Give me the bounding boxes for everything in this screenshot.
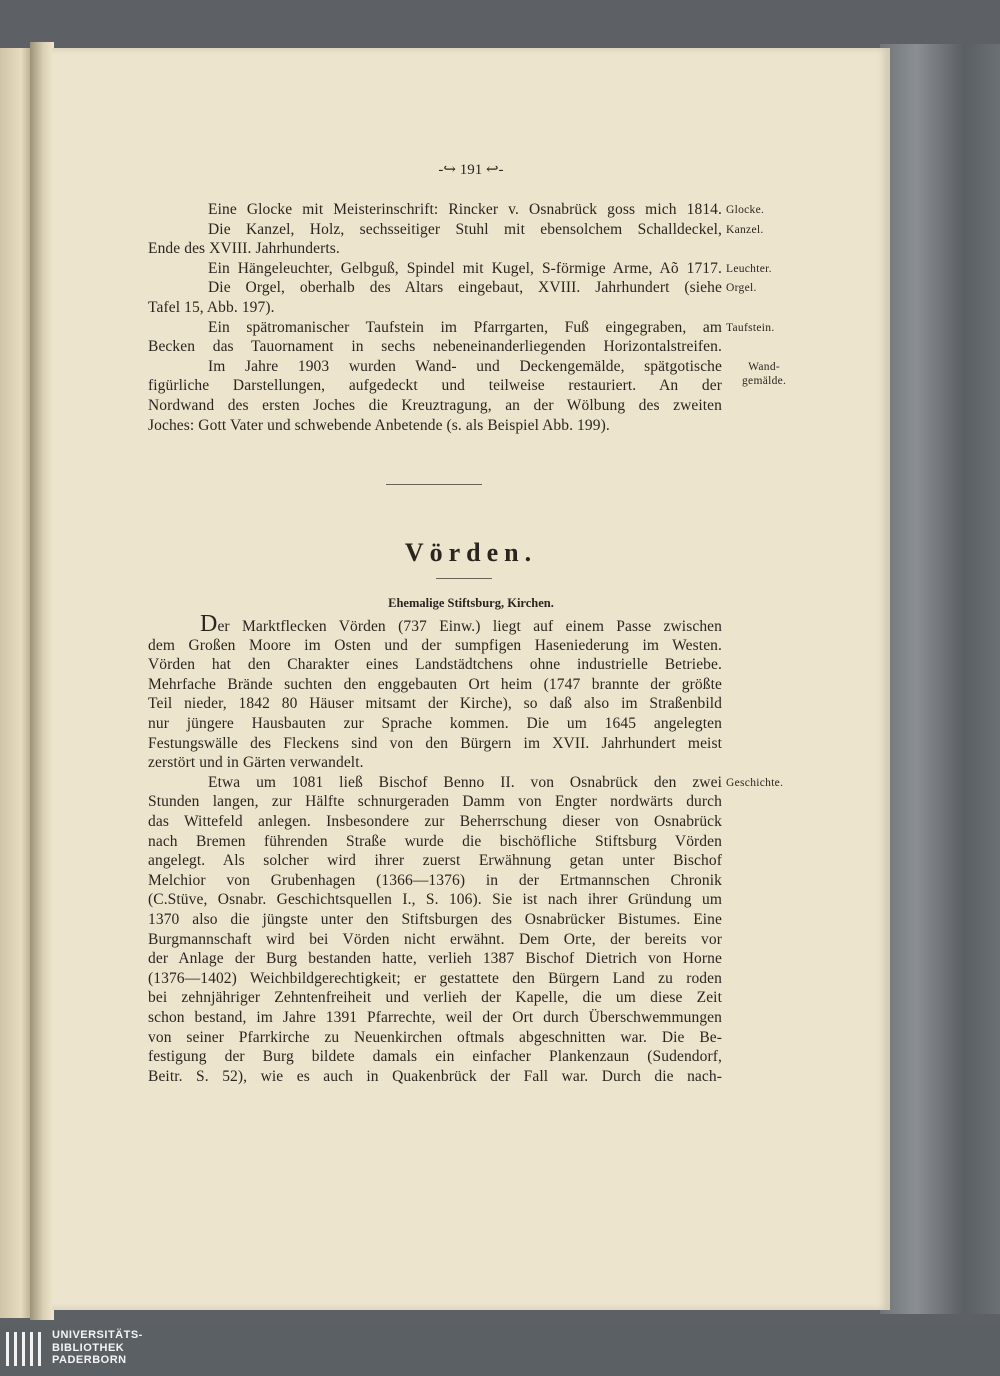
text-line-body: er Marktflecken Vörden (737 Einw.) liegt auf einem Passe zwischen [217, 618, 722, 635]
text-line: Mehrfache Brände suchten den enggebauten Ort heim (1747 brannte der größte [148, 675, 722, 693]
text-line: Ein spätromanischer Taufstein im Pfarrgarten, Fuß eingegraben, am [208, 318, 722, 336]
text-line: Joches: Gott Vater und schwebende Anbetende (s. als Beispiel Abb. 199). [148, 416, 610, 434]
logo-line: UNIVERSITÄTS- [52, 1329, 143, 1341]
margin-note: Taufstein. [726, 321, 775, 334]
margin-note: Wand- gemälde. [742, 360, 787, 387]
text-line: dem Großen Moore im Osten und der sumpfigen Haseniederung im Westen. [148, 636, 722, 654]
text-line: festigung der Burg bildete damals ein einfacher Plankenzaun (Sudendorf, [148, 1048, 722, 1066]
text-line: zerstört und in Gärten verwandelt. [148, 754, 364, 772]
section-subtitle: Ehemalige Stiftsburg, Kirchen. [388, 596, 554, 610]
text-line: Eine Glocke mit Meisterinschrift: Rincker v. Osnabrück goss mich 1814. [208, 201, 722, 218]
text-line: 1370 also die jüngste unter den Stiftsburgen des Osnabrücker Bistumes. Eine [148, 911, 722, 928]
margin-note: Geschichte. [726, 776, 784, 789]
library-logo-text [52, 1329, 143, 1367]
logo-line: BIBLIOTHEK [52, 1341, 125, 1354]
text-line: schon bestand, im Jahre 1391 Pfarrechte, weil der Ort durch Überschwemmungen [148, 1009, 722, 1026]
library-footer [0, 1325, 1000, 1376]
text-line: Burgmannschaft wird bei Vörden nicht erwähnt. Dem Orte, der bereits vor [148, 930, 722, 948]
text-line: Stunden langen, zur Hälfte schnurgeraden Damm von Engter nordwärts durch [148, 793, 722, 811]
text-line: Melchior von Grubenhagen (1366—1376) in der Ertmannschen Chronik [148, 871, 722, 889]
text-line: von seiner Pfarrkirche zu Neuenkirchen oftmals abgeschnitten war. Die Be- [148, 1028, 722, 1046]
text-line: Tafel 15, Abb. 197). [148, 299, 275, 316]
text-line: der Anlage der Burg bestanden hatte, verlieh 1387 Bischof Dietrich von Horne [148, 950, 722, 968]
text-line: Im Jahre 1903 wurden Wand- und Deckengemälde, spätgotische [208, 357, 722, 375]
title-underline [436, 578, 492, 579]
book-page [52, 48, 890, 1310]
text-line: Die Orgel, oberhalb des Altars eingebaut, XVIII. Jahrhundert (siehe [208, 279, 722, 297]
text-line: Beitr. S. 52), wie es auch in Quakenbrück der Fall war. Durch die nach- [148, 1067, 722, 1085]
text-line: Ende des XVIII. Jahrhunderts. [148, 240, 340, 258]
margin-note: Kanzel. [726, 223, 764, 236]
text-line: Nordwand des ersten Joches die Kreuztragung, an der Wölbung des zweiten [148, 397, 722, 414]
section-divider [386, 484, 482, 485]
text-line: angelegt. Als solcher wird ihrer zuerst Erwähnung getan unter Bischof [148, 852, 722, 870]
margin-note: Leuchter. [726, 262, 772, 275]
text-line [200, 611, 722, 637]
text-line: nur jüngere Hausbauten zur Sprache kommen. Die um 1645 angelegten [148, 715, 722, 732]
text-line: (C.Stüve, Osnabr. Geschichtsquellen I., S. 106). Sie ist nach ihrer Gründung um [148, 891, 722, 909]
logo-line: PADERBORN [52, 1354, 127, 1366]
text-line: Teil nieder, 1842 80 Häuser mitsamt der Kirche), so daß also im Straßenbild [148, 695, 722, 713]
text-line: bei zehnjähriger Zehntenfreiheit und verlieh der Kapelle, die um diese Zeit [148, 989, 722, 1007]
section-title: Vörden. [404, 538, 538, 567]
book-cover-edge [880, 44, 1000, 1314]
text-line: Etwa um 1081 ließ Bischof Benno II. von Osnabrück den zwei [208, 773, 722, 791]
text-line: (1376—1402) Weichbildgerechtigkeit; er gestattete den Bürgern Land zu roden [148, 969, 722, 987]
page-header: -↪ 191 ↩- [438, 162, 504, 178]
dropcap-letter: D [200, 611, 218, 637]
text-line: Ein Hängeleuchter, Gelbguß, Spindel mit Kugel, S-förmige Arme, Aõ 1717. [208, 259, 722, 277]
text-line: Becken das Tauornament in sechs nebeneinanderliegenden Horizontalstreifen. [148, 338, 722, 356]
margin-note: Orgel. [726, 282, 757, 295]
text-line: das Wittefeld anlegen. Insbesondere zur Beherrschung dieser von Osnabrück [148, 813, 722, 830]
text-line: figürliche Darstellungen, aufgedeckt und teilweise restauriert. An der [148, 377, 722, 395]
margin-note: Glocke. [726, 204, 765, 216]
text-line: Die Kanzel, Holz, sechsseitiger Stuhl mit ebensolchem Schalldeckel, [208, 220, 722, 238]
library-logo-icon [6, 1332, 46, 1371]
text-line: nach Bremen führenden Straße wurde die bischöfliche Stiftsburg Vörden [148, 832, 722, 850]
book-spine [30, 42, 54, 1320]
left-page-edge [0, 48, 30, 1318]
text-line: Festungswälle des Fleckens sind von den Bürgern im XVII. Jahrhundert meist [148, 734, 722, 752]
text-line: Vörden hat den Charakter eines Landstädtchens ohne industrielle Betriebe. [148, 656, 722, 674]
